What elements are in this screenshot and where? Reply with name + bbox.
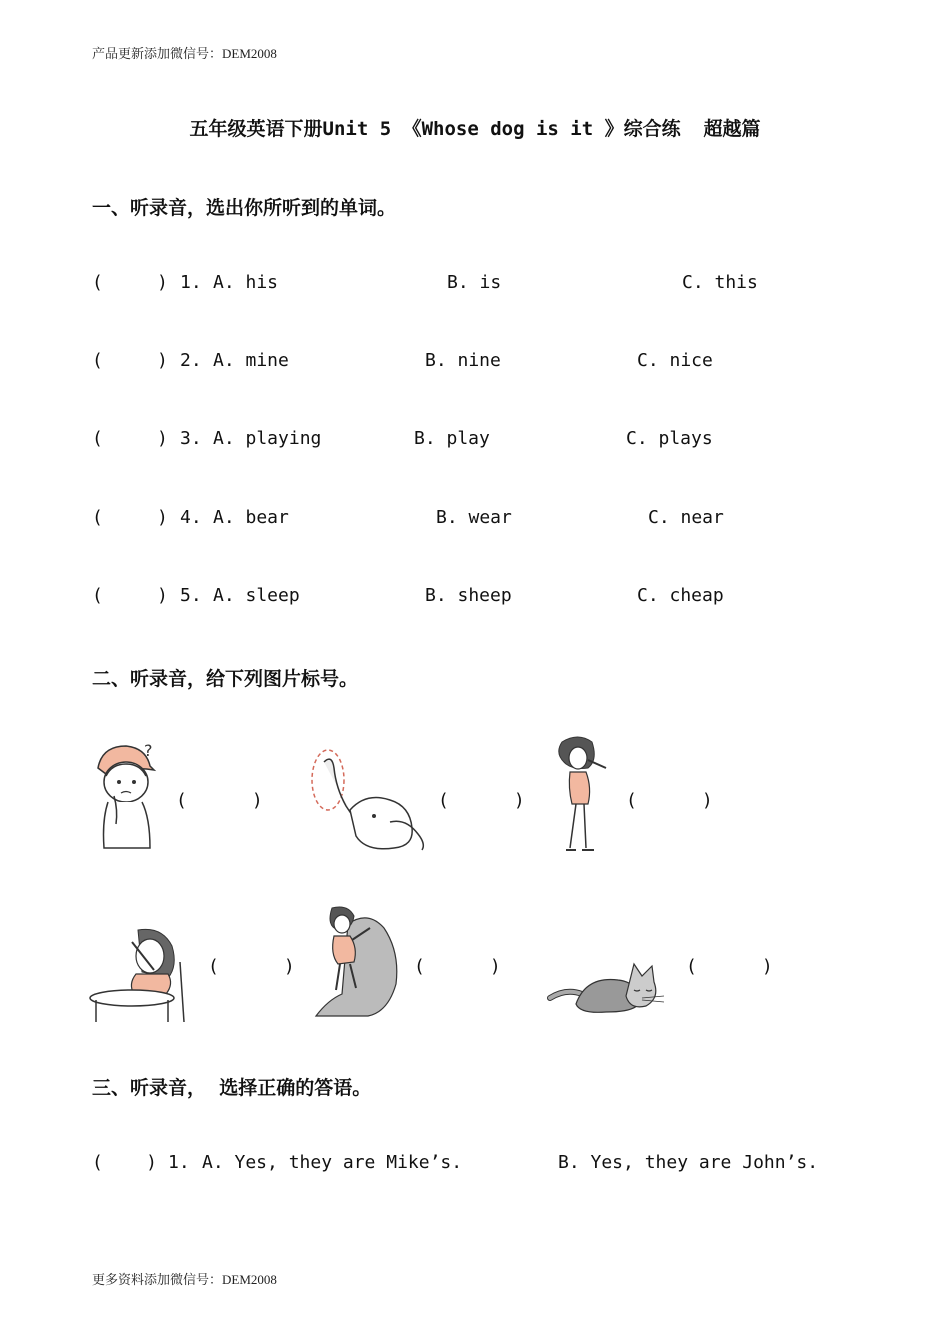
question-number: 2. <box>180 350 202 371</box>
answer-blank[interactable]: ( ) <box>92 1152 158 1173</box>
option-c: C. plays <box>626 428 713 449</box>
woman-singing-picture <box>548 732 614 856</box>
section-3-heading: 三、听录音， 选择正确的答语。 <box>92 1077 372 1099</box>
option-b: B. is <box>447 272 502 293</box>
cat-sleeping-picture <box>546 958 670 1016</box>
picture-6-blank[interactable]: ( ) <box>686 956 773 977</box>
section-1-heading: 一、听录音，选出你所听到的单词。 <box>92 197 397 219</box>
section-2-heading: 二、听录音，给下列图片标号。 <box>92 668 359 690</box>
option-a: A. mine <box>213 350 289 371</box>
question-number: 1. <box>180 272 202 293</box>
option-a: A. sleep <box>213 585 300 606</box>
question-number: 1. <box>168 1152 190 1173</box>
option-b: B. wear <box>436 507 512 528</box>
svg-text:?: ? <box>144 741 153 760</box>
worksheet-title: 五年级英语下册Unit 5 《Whose dog is it 》综合练 超越篇 <box>189 118 761 140</box>
option-b: B. play <box>414 428 490 449</box>
option-b: B. sheep <box>425 585 512 606</box>
footer-note: 更多资料添加微信号：DEM2008 <box>92 1272 277 1287</box>
option-b: B. nine <box>425 350 501 371</box>
picture-1-blank[interactable]: ( ) <box>176 790 263 811</box>
option-a: A. playing <box>213 428 322 449</box>
question-number: 4. <box>180 507 202 528</box>
answer-blank[interactable]: ( ) <box>92 507 168 528</box>
answer-blank[interactable]: ( ) <box>92 428 168 449</box>
option-b: B. Yes, they are John’s. <box>558 1152 819 1173</box>
girl-climbing-picture <box>308 904 404 1020</box>
picture-5-blank[interactable]: ( ) <box>414 956 501 977</box>
elephant-drinking-picture <box>306 748 432 854</box>
header-note: 产品更新添加微信号：DEM2008 <box>92 46 277 61</box>
picture-2-blank[interactable]: ( ) <box>438 790 525 811</box>
option-c: C. near <box>648 507 724 528</box>
option-a: A. Yes, they are Mike’s. <box>202 1152 463 1173</box>
option-c: C. this <box>682 272 758 293</box>
question-number: 5. <box>180 585 202 606</box>
boy-thinking-picture <box>92 740 162 852</box>
option-c: C. cheap <box>637 585 724 606</box>
answer-blank[interactable]: ( ) <box>92 272 168 293</box>
answer-blank[interactable]: ( ) <box>92 585 168 606</box>
picture-4-blank[interactable]: ( ) <box>208 956 295 977</box>
answer-blank[interactable]: ( ) <box>92 350 168 371</box>
option-a: A. his <box>213 272 279 293</box>
girl-drawing-picture <box>88 922 192 1024</box>
question-number: 3. <box>180 428 202 449</box>
option-a: A. bear <box>213 507 289 528</box>
picture-3-blank[interactable]: ( ) <box>626 790 713 811</box>
option-c: C. nice <box>637 350 713 371</box>
